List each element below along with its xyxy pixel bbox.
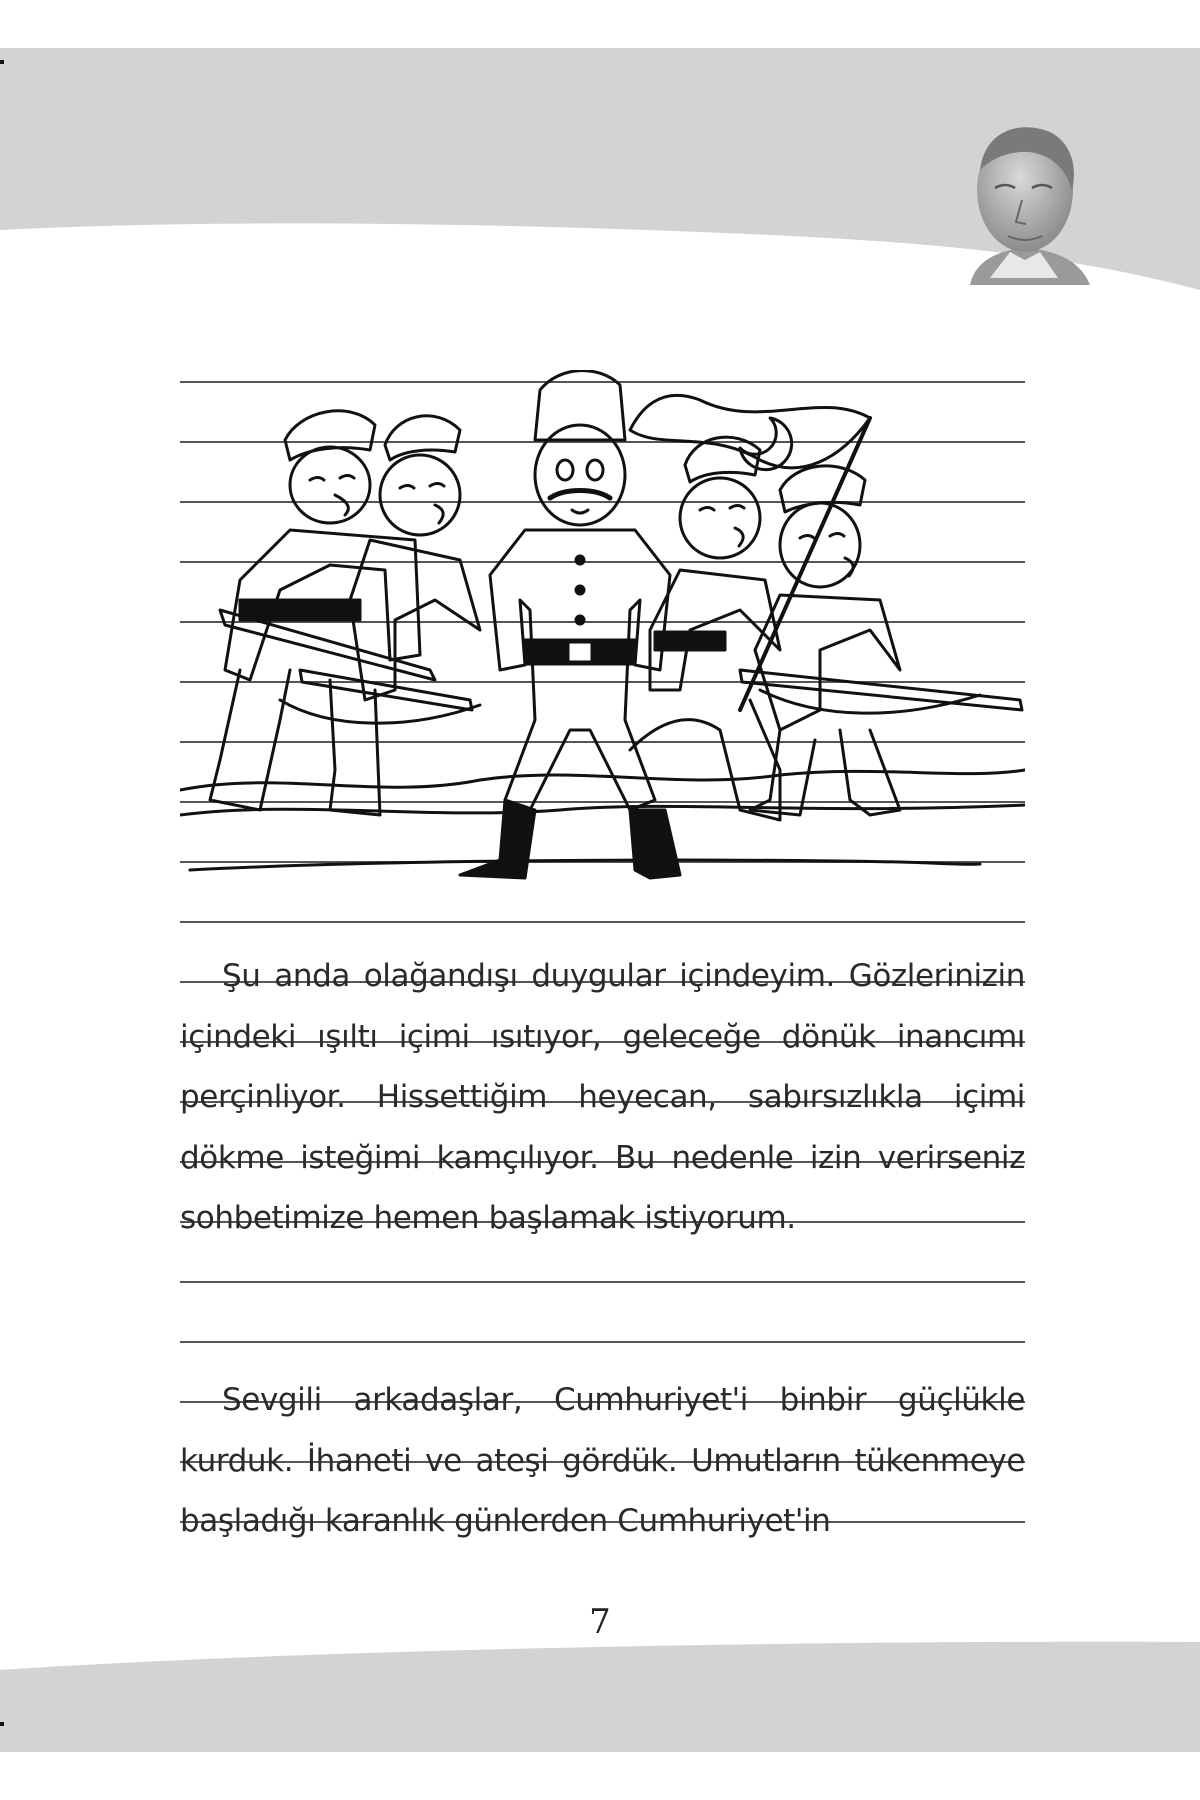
portrait-icon: [950, 110, 1100, 290]
paragraph-2: Sevgili arkadaşlar, Cumhuriyet'i binbir güçlükle kurduk. İhaneti ve ateşi gördük. Umutların tükenmeye başladığı karanlık günlerden Cumhuriyet'in: [180, 1382, 1025, 1539]
page-number: 7: [589, 1602, 611, 1642]
crop-mark: [0, 60, 4, 64]
paragraph-1: Şu anda olağandışı duygular içindeyim. Gözlerinizin içindeki ışıltı içimi ısıtıyor, geleceğe dönük inancımı perçinliyor. Hissettiğim heyecan, sabırsızlıkla içimi dökme isteğimi kamçılıyor. Bu nedenle izin verirseniz sohbetimize hemen başlamak istiyorum.: [180, 958, 1025, 1236]
soldiers-illustration: [180, 370, 1025, 890]
crop-mark: [0, 1722, 4, 1726]
bottom-band: [0, 1640, 1200, 1800]
